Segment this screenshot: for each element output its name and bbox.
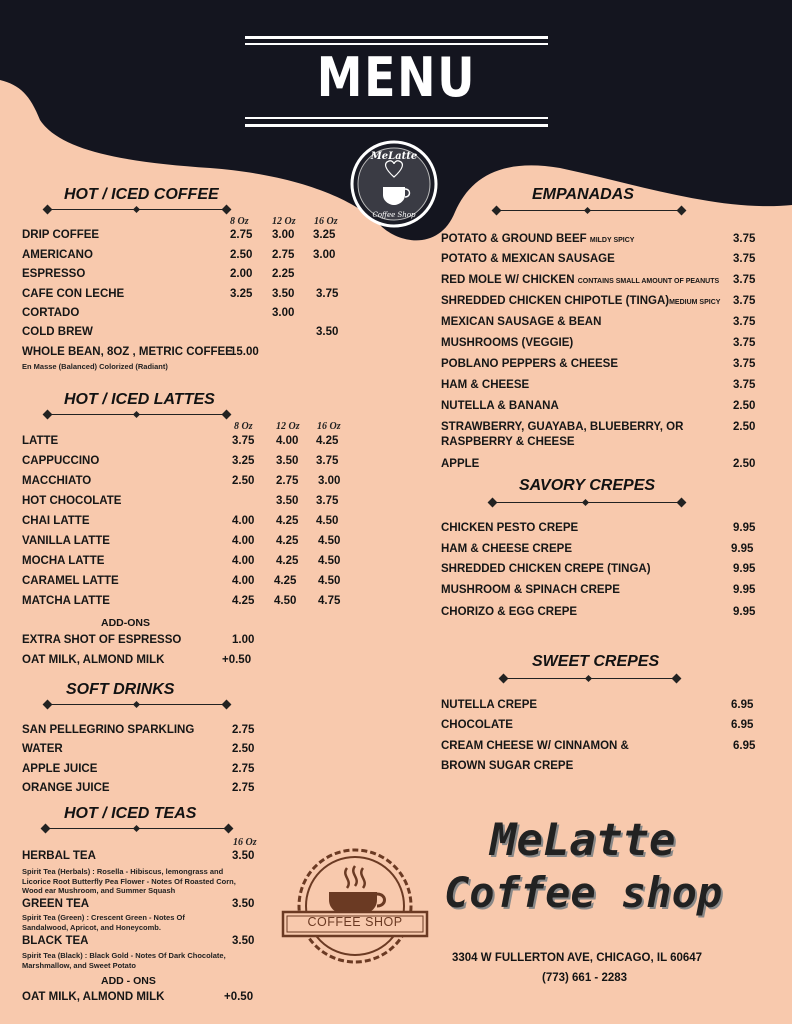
shop-address: 3304 W FULLERTON AVE, CHICAGO, IL 60647 xyxy=(452,952,703,964)
sweet-crepe-name-cont: BROWN SUGAR CREPE xyxy=(441,760,574,772)
empanada-price: 3.75 xyxy=(733,358,756,370)
savory-crepe-price: 9.95 xyxy=(733,522,756,534)
latte-price-16oz: 3.75 xyxy=(316,495,339,507)
savory-crepe-price: 9.95 xyxy=(731,543,754,555)
empanada-item: MEXICAN SAUSAGE & BEAN xyxy=(441,316,602,328)
latte-item-name: CARAMEL LATTE xyxy=(22,575,119,587)
empanada-price: 3.75 xyxy=(733,233,756,245)
empanada-item: MUSHROOMS (VEGGIE) xyxy=(441,337,574,349)
menu-title: MENU xyxy=(316,46,477,109)
title-rule-bottom xyxy=(245,124,548,127)
coffee-price-16oz: 3.25 xyxy=(313,229,336,241)
empanada-item: APPLE xyxy=(441,458,480,470)
coffee-price-16oz: 3.75 xyxy=(316,288,339,300)
size-header-8oz: 8 Oz xyxy=(230,216,249,227)
shop-name-line2: Coffee shop xyxy=(444,868,723,917)
addon-price: +0.50 xyxy=(222,654,252,666)
section-divider xyxy=(500,675,680,683)
tea-description: Spirit Tea (Black) : Black Gold - Notes Of Dark Chocolate, Marshmallow, and Sweet Potato xyxy=(22,951,226,970)
latte-item-name: MACCHIATO xyxy=(22,475,92,487)
latte-price-8oz: 4.00 xyxy=(232,515,255,527)
section-divider xyxy=(42,825,232,833)
latte-price-8oz: 3.75 xyxy=(232,435,255,447)
size-header-16oz: 16 Oz xyxy=(314,216,338,227)
coffee-item-name: ESPRESSO xyxy=(22,268,86,280)
title-rule-bottom-thin xyxy=(245,117,548,119)
sweet-crepe-price: 6.95 xyxy=(733,740,756,752)
latte-item-name: CAPPUCCINO xyxy=(22,455,100,467)
savory-crepe-name: CHICKEN PESTO CREPE xyxy=(441,522,579,534)
section-title-sweet-crepes: SWEET CREPES xyxy=(532,653,660,670)
latte-price-8oz: 3.25 xyxy=(232,455,255,467)
latte-price-16oz: 4.50 xyxy=(318,535,341,547)
svg-text:MeLatte: MeLatte xyxy=(370,151,418,162)
soft-drink-price: 2.75 xyxy=(232,724,255,736)
coffee-price-12oz: 2.75 xyxy=(272,249,295,261)
section-title-hot-iced-coffee: HOT / ICED COFFEE xyxy=(64,186,219,203)
size-header-16oz: 16 Oz xyxy=(317,421,341,432)
savory-crepe-name: HAM & CHEESE CREPE xyxy=(441,543,572,555)
sweet-crepe-name: CHOCOLATE xyxy=(441,719,513,731)
coffee-price-8oz: 2.50 xyxy=(230,249,253,261)
badge-label: COFFEE SHOP xyxy=(307,915,403,929)
empanada-item: SHREDDED CHICKEN CHIPOTLE (TINGA)MEDIUM SPICY xyxy=(441,295,721,307)
section-title-empanadas: EMPANADAS xyxy=(532,186,634,203)
section-divider xyxy=(44,701,230,709)
sweet-crepe-price: 6.95 xyxy=(731,719,754,731)
coffee-price-12oz: 3.50 xyxy=(272,288,295,300)
savory-crepe-name: CHORIZO & EGG CREPE xyxy=(441,606,578,618)
empanada-item: POBLANO PEPPERS & CHEESE xyxy=(441,358,619,370)
sweet-crepe-price: 6.95 xyxy=(731,699,754,711)
latte-price-16oz: 3.75 xyxy=(316,455,339,467)
soft-drink-price: 2.50 xyxy=(232,743,255,755)
section-title-soft-drinks: SOFT DRINKS xyxy=(66,681,175,698)
latte-price-8oz: 2.50 xyxy=(232,475,255,487)
savory-crepe-price: 9.95 xyxy=(733,606,756,618)
melatte-logo xyxy=(347,137,441,231)
latte-price-12oz: 4.00 xyxy=(276,435,299,447)
shop-name xyxy=(444,815,744,917)
tea-addon-price: +0.50 xyxy=(224,991,254,1003)
empanada-price: 2.50 xyxy=(733,458,756,470)
section-divider xyxy=(44,411,230,419)
addon-price: 1.00 xyxy=(232,634,255,646)
latte-price-12oz: 4.25 xyxy=(276,515,299,527)
tea-item-name: HERBAL TEA xyxy=(22,850,96,862)
coffee-item-name: DRIP COFFEE xyxy=(22,229,100,241)
latte-item-name: HOT CHOCOLATE xyxy=(22,495,122,507)
empanada-price: 3.75 xyxy=(733,337,756,349)
empanada-price: 3.75 xyxy=(733,253,756,265)
coffee-price-8oz: 2.75 xyxy=(230,229,253,241)
coffee-price-8oz: 3.25 xyxy=(230,288,253,300)
whole-bean-note: En Masse (Balanced) Colorized (Radiant) xyxy=(22,362,168,371)
latte-item-name: VANILLA LATTE xyxy=(22,535,110,547)
shop-phone: (773) 661 - 2283 xyxy=(542,972,628,984)
latte-price-16oz: 4.50 xyxy=(316,515,339,527)
soft-drink-price: 2.75 xyxy=(232,782,255,794)
addons-title: ADD-ONS xyxy=(101,617,150,629)
coffee-price-12oz: 3.00 xyxy=(272,307,295,319)
empanada-price: 3.75 xyxy=(733,316,756,328)
latte-item-name: CHAI LATTE xyxy=(22,515,90,527)
sweet-crepe-name: CREAM CHEESE W/ CINNAMON & xyxy=(441,740,629,752)
savory-crepe-name: MUSHROOM & SPINACH CREPE xyxy=(441,584,620,596)
empanada-item: NUTELLA & BANANA xyxy=(441,400,559,412)
latte-price-16oz: 4.75 xyxy=(318,595,341,607)
shop-name-line1: MeLatte xyxy=(490,815,676,866)
latte-price-16oz: 4.50 xyxy=(318,555,341,567)
sweet-crepe-name: NUTELLA CREPE xyxy=(441,699,538,711)
soft-drink-name: SAN PELLEGRINO SPARKLING xyxy=(22,724,195,736)
tea-price: 3.50 xyxy=(232,935,255,947)
savory-crepe-price: 9.95 xyxy=(733,563,756,575)
coffee-item-name: CAFE CON LECHE xyxy=(22,288,125,300)
empanada-item: POTATO & GROUND BEEF MILDY SPICY xyxy=(441,233,635,245)
soft-drink-price: 2.75 xyxy=(232,763,255,775)
coffee-item-name: COLD BREW xyxy=(22,326,93,338)
section-title-hot-iced-teas: HOT / ICED TEAS xyxy=(64,805,197,822)
latte-price-12oz: 4.25 xyxy=(276,535,299,547)
size-header-16oz: 16 Oz xyxy=(233,837,257,848)
section-title-hot-iced-lattes: HOT / ICED LATTES xyxy=(64,391,215,408)
title-rule-top-thin xyxy=(245,43,548,45)
latte-price-8oz: 4.00 xyxy=(232,555,255,567)
latte-price-12oz: 4.25 xyxy=(276,555,299,567)
latte-price-16oz: 4.50 xyxy=(318,575,341,587)
coffee-price-12oz: 3.00 xyxy=(272,229,295,241)
whole-bean-price: 15.00 xyxy=(230,346,259,358)
empanada-price: 3.75 xyxy=(733,379,756,391)
latte-price-12oz: 3.50 xyxy=(276,495,299,507)
empanada-price: 2.50 xyxy=(733,421,756,433)
empanada-price: 3.75 xyxy=(733,295,756,307)
tea-description: Spirit Tea (Herbals) : Rosella - Hibiscus, lemongrass and Licorice Root Butterfly Pea Flower - Notes Of Roasted Corn, Wood ear Mushroom, and Summer Squash xyxy=(22,867,236,895)
section-divider xyxy=(493,207,685,215)
empanada-item: POTATO & MEXICAN SAUSAGE xyxy=(441,253,615,265)
latte-price-8oz: 4.00 xyxy=(232,535,255,547)
section-divider xyxy=(44,206,230,214)
latte-price-12oz: 4.50 xyxy=(274,595,297,607)
soft-drink-name: WATER xyxy=(22,743,63,755)
coffee-item-name: AMERICANO xyxy=(22,249,93,261)
coffee-price-16oz: 3.00 xyxy=(313,249,336,261)
empanada-item: RED MOLE W/ CHICKEN CONTAINS SMALL AMOUNT OF PEANUTS xyxy=(441,274,720,286)
latte-item-name: LATTE xyxy=(22,435,59,447)
whole-bean-item: WHOLE BEAN, 8OZ , METRIC COFFEE xyxy=(22,346,233,358)
latte-price-16oz: 4.25 xyxy=(316,435,339,447)
empanada-fruit-line2: RASPBERRY & CHEESE xyxy=(441,436,575,448)
empanada-fruit-line1: STRAWBERRY, GUAYABA, BLUEBERRY, OR xyxy=(441,421,684,433)
empanada-price: 3.75 xyxy=(733,274,756,286)
size-header-8oz: 8 Oz xyxy=(234,421,253,432)
tea-description: Spirit Tea (Green) : Crescent Green - Notes Of Sandalwood, Apricot, and Honeycomb. xyxy=(22,913,185,932)
latte-item-name: MOCHA LATTE xyxy=(22,555,105,567)
coffee-item-name: CORTADO xyxy=(22,307,80,319)
tea-addons-title: ADD - ONS xyxy=(101,975,156,987)
addon-item-name: OAT MILK, ALMOND MILK xyxy=(22,654,165,666)
tea-price: 3.50 xyxy=(232,898,255,910)
latte-price-12oz: 3.50 xyxy=(276,455,299,467)
savory-crepe-price: 9.95 xyxy=(733,584,756,596)
empanada-item: HAM & CHEESE xyxy=(441,379,530,391)
coffee-shop-badge xyxy=(281,846,429,970)
tea-price: 3.50 xyxy=(232,850,255,862)
coffee-price-12oz: 2.25 xyxy=(272,268,295,280)
tea-addon-name: OAT MILK, ALMOND MILK xyxy=(22,991,165,1003)
latte-price-8oz: 4.00 xyxy=(232,575,255,587)
size-header-12oz: 12 Oz xyxy=(272,216,296,227)
size-header-12oz: 12 Oz xyxy=(276,421,300,432)
empanada-price: 2.50 xyxy=(733,400,756,412)
savory-crepe-name: SHREDDED CHICKEN CREPE (TINGA) xyxy=(441,563,651,575)
title-rule-top xyxy=(245,36,548,39)
section-title-savory-crepes: SAVORY CREPES xyxy=(519,477,656,494)
soft-drink-name: APPLE JUICE xyxy=(22,763,98,775)
soft-drink-name: ORANGE JUICE xyxy=(22,782,110,794)
latte-price-8oz: 4.25 xyxy=(232,595,255,607)
latte-price-12oz: 4.25 xyxy=(274,575,297,587)
coffee-price-16oz: 3.50 xyxy=(316,326,339,338)
section-divider xyxy=(489,499,685,507)
addon-item-name: EXTRA SHOT OF ESPRESSO xyxy=(22,634,182,646)
latte-item-name: MATCHA LATTE xyxy=(22,595,110,607)
latte-price-16oz: 3.00 xyxy=(318,475,341,487)
tea-item-name: GREEN TEA xyxy=(22,898,90,910)
tea-item-name: BLACK TEA xyxy=(22,935,89,947)
svg-text:Coffee Shop: Coffee Shop xyxy=(372,211,416,219)
latte-price-12oz: 2.75 xyxy=(276,475,299,487)
coffee-price-8oz: 2.00 xyxy=(230,268,253,280)
